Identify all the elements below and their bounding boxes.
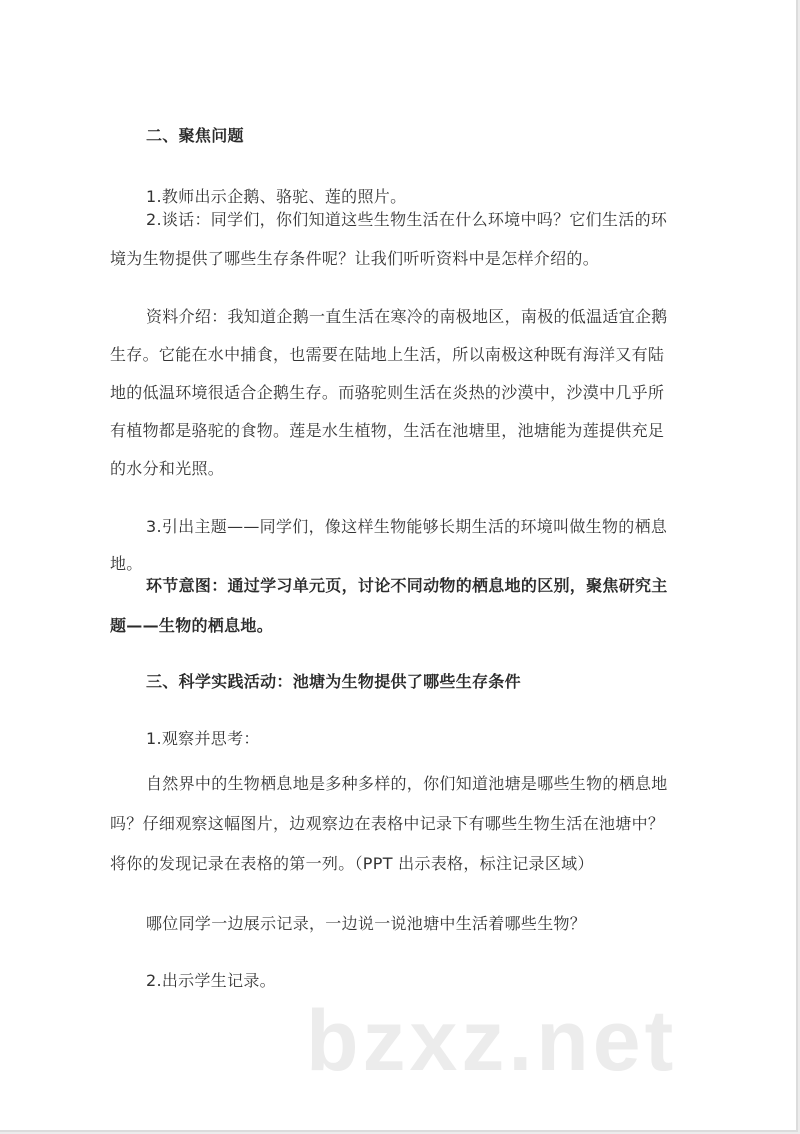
paragraph-question: 哪位同学一边展示记录，一边说一说池塘中生活着哪些生物？ xyxy=(146,914,587,933)
paragraph-item-2: 2.谈话：同学们，你们知道这些生物生活在什么环境中吗？它们生活的环境为生物提供了哪些生存条件呢？让我们听听资料中是怎样介绍的。 xyxy=(110,210,668,268)
paragraph-item-3: 3.引出主题——同学们，像这样生物能够长期生活的环境叫做生物的栖息地。 xyxy=(110,517,668,573)
section-heading-practice: 三、科学实践活动：池塘为生物提供了哪些生存条件 xyxy=(146,672,521,691)
section-heading-focus: 二、聚焦问题 xyxy=(146,126,244,145)
paragraph-intent: 环节意图：通过学习单元页，讨论不同动物的栖息地的区别，聚焦研究主题——生物的栖息地。 xyxy=(110,576,668,635)
paragraph-material: 资料介绍：我知道企鹅一直生活在寒冷的南极地区，南极的低温适宜企鹅生存。它能在水中捕食，也需要在陆地上生活，所以南极这种既有海洋又有陆地的低温环境很适合企鹅生存。而骆驼则生活在炎热的沙漠中，沙漠中几乎所有植物都是骆驼的食物。莲是水生植物，生活在池塘里，池塘能为莲提供充足的水分和光照。 xyxy=(110,307,668,478)
paragraph-item-1: 1.教师出示企鹅、骆驼、莲的照片。 xyxy=(146,187,407,206)
paragraph-sub-1: 1.观察并思考： xyxy=(146,729,260,748)
watermark: bzxz.net xyxy=(306,993,678,1089)
paragraph-sub-2: 2.出示学生记录。 xyxy=(146,971,276,990)
paragraph-observe: 自然界中的生物栖息地是多种多样的，你们知道池塘是哪些生物的栖息地吗？仔细观察这幅图片，边观察边在表格中记录下有哪些生物生活在池塘中？将你的发现记录在表格的第一列。（PPT 出示表格，标注记录区域） xyxy=(110,774,668,873)
